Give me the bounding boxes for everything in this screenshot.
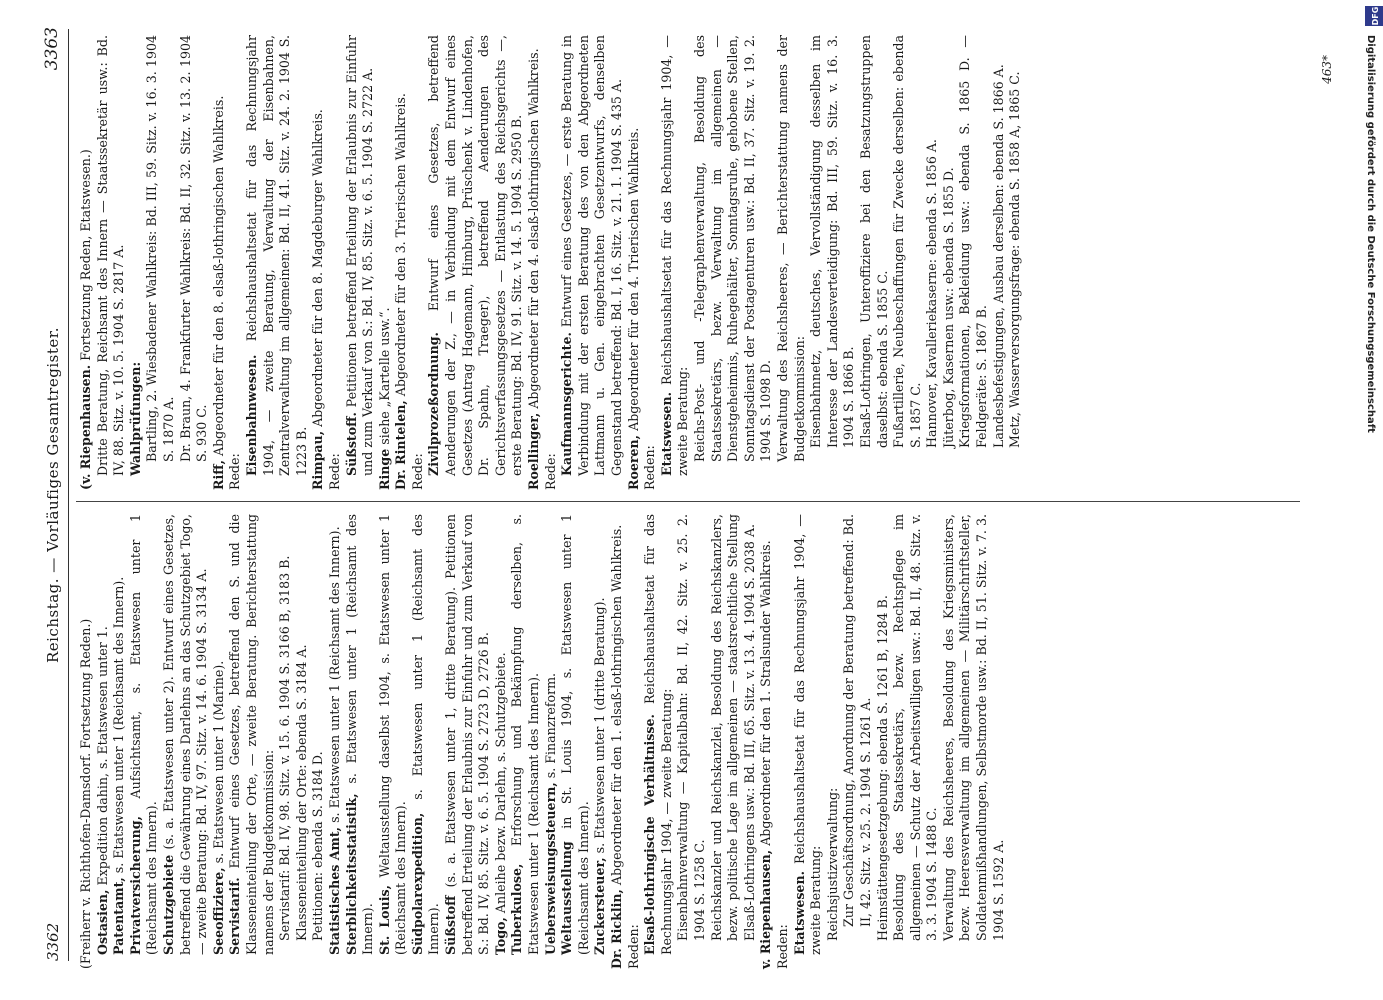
entry-text: Elsaß-Lothringen, Unteroffiziere bei den Besatzungstruppen daselbst: ebenda S. 1855 C. — [857, 35, 890, 448]
index-entry — [792, 514, 825, 969]
entry-heading: Kaufmannsgerichte. — [559, 332, 575, 476]
funding-stamp: Digitalisierung gefördert durch die Deutsche Forschungsgemeinschaft — [1365, 35, 1376, 433]
entry-text: Abgeordneter für den 4. Trierischen Wahlkreis. — [625, 127, 641, 431]
entry-text: siehe „Kartelle usw.“. — [376, 307, 392, 445]
index-entry — [377, 35, 394, 490]
index-entry — [78, 514, 95, 969]
entry-text: Abgeordneter für den 8. Magdeburger Wahlkreis. — [310, 109, 326, 427]
entry-heading: Süßstoff. — [343, 412, 359, 476]
page-number-left: 3362 — [44, 922, 62, 961]
entry-heading: Statistisches Amt, — [326, 826, 342, 955]
entry-heading: Roeren, — [625, 434, 641, 490]
entry-heading: Togo, — [492, 917, 508, 955]
entry-text: Fortsetzung Reden, Etatswesen.) — [78, 149, 93, 361]
index-entry — [310, 35, 327, 490]
entry-text: Eisenbahnnetz, deutsches, Vervollständigung desselben im Interesse der Landesverteidigung: Bd. III, 59. Sitz. v. 16. 3. 1904 S. 1866 B. — [808, 35, 857, 448]
index-entry — [1007, 35, 1024, 490]
index-entry — [178, 35, 211, 490]
index-entry — [957, 35, 990, 490]
index-entry — [991, 35, 1008, 490]
entry-heading: (v. Riepenhausen. — [78, 364, 93, 490]
header-rule — [68, 29, 69, 961]
index-entry — [95, 514, 112, 969]
entry-text: Hannover, Kavalleriekaserne: ebenda S. 1856 A. — [924, 139, 940, 448]
index-entry — [675, 514, 708, 969]
entry-heading: Roellinger, — [526, 412, 542, 490]
index-entry — [227, 35, 244, 490]
entry-text: Bartling, 2. Wiesbadener Wahlkreis: Bd. III, 59. Sitz. v. 16. 3. 1904 S. 1870 A. — [144, 35, 176, 462]
index-entry — [642, 514, 675, 969]
entry-heading: Rimpau, — [310, 430, 326, 490]
entry-heading: Eisenbahnwesen. — [243, 354, 259, 476]
entry-text: Reichshaushaltsetat für das Rechnungsjahr 1904, — zweite Beratung: — [658, 35, 691, 476]
page-number-right: 3363 — [42, 27, 62, 71]
index-entry — [393, 35, 410, 490]
index-entry — [891, 514, 941, 969]
entry-heading: Sterblichkeitsstatistik, — [343, 793, 359, 955]
index-entry — [294, 514, 311, 969]
entry-text: Reden: — [625, 924, 641, 969]
index-entry — [941, 514, 1007, 969]
entry-text: Rede: — [409, 453, 425, 490]
index-entry — [543, 514, 560, 969]
index-entry — [758, 514, 775, 969]
entry-text: Rede: — [227, 453, 243, 490]
entry-text: Reden: — [642, 445, 658, 490]
index-entry — [344, 35, 377, 490]
entry-text: in St. Louis 1904, s. Etatswesen unter 1 (Reichsamt des Innern). — [559, 514, 591, 955]
index-entry — [626, 514, 643, 969]
entry-text: s. Etatswesen unter 1 (Reichsamt des Innern). — [343, 514, 376, 955]
entry-heading: Riff, — [210, 460, 226, 490]
index-entry — [543, 35, 560, 490]
entry-heading: Dr. Ricklin, — [609, 889, 624, 969]
index-entry — [327, 35, 344, 490]
index-entry — [128, 514, 161, 969]
entry-text: s. Etatswesen unter 1 (Reichsamt des Innern). — [409, 514, 442, 955]
index-entry — [858, 35, 891, 490]
entry-text: (s. a. Etatswesen unter 2). Entwurf eines Gesetzes, betreffend die Gewährung eines Darlehns an das Schutzgebiet Togo, — zweite Beratung: Bd. IV, 97. Sitz. v. 14. 6. 1904 S. 3134 A. — [160, 514, 210, 955]
index-entry — [426, 35, 526, 490]
index-entry — [825, 514, 842, 969]
signature-mark: 463* — [1320, 55, 1334, 84]
entry-heading: Patentamt, — [111, 877, 127, 955]
entry-text: Petitionen: ebenda S. 3184 D. — [310, 751, 326, 941]
index-entry — [609, 514, 626, 969]
entry-text: Entwurf eines Gesetzes, betreffend den S. und die Klasseneinteilung der Orte, — zweite Beratung. Berichterstattung namens der Budgetkommission: — [227, 514, 276, 955]
entry-heading: Weltausstellung — [559, 841, 575, 955]
entry-text: Aufsichtsamt, s. Etatswesen unter 1 (Reichsamt des Innern). — [127, 514, 160, 955]
index-entry — [775, 35, 808, 490]
index-entry — [509, 514, 542, 969]
entry-text: Abgeordneter für den 3. Trierischen Wahlkreis. — [393, 93, 409, 397]
entry-heading: Süßstoff — [443, 895, 459, 955]
entry-text: s. Finanzreform. — [542, 672, 558, 779]
entry-heading: Zivilprozeßordnung. — [426, 332, 442, 476]
dfg-logo-text: DFG — [1370, 6, 1380, 26]
entry-text: Eisenbahnverwaltung — Kapitalbahn: Bd. II, 42. Sitz. v. 25. 2. 1904 S. 1258 C. — [675, 514, 707, 941]
right-column — [78, 35, 1310, 490]
index-entry — [626, 35, 643, 490]
index-entry — [377, 514, 410, 969]
entry-text: Klasseneinteilung der Orte: ebenda S. 3184 A. — [293, 644, 309, 941]
entry-heading: Servistarif. — [227, 877, 243, 955]
entry-text: Entwurf eines Gesetzes, betreffend Aenderungen der Z., — in Verbindung mit dem Entwurf eines Gesetzes (Antrag Hagemann, Himburg, Prüschenk v. Lindenhofen, Dr. Spahn, Traeger), betreffend Aenderungen des Gerichtsverfassungsgesetzes — Entlastung des Reichsgerichts —, erste Beratung: Bd. IV, 91. Sitz. v. 14. 5. 1904 S. 2950 B. — [426, 35, 525, 476]
index-entry — [443, 514, 493, 969]
entry-text: Abgeordneter für den 4. elsaß-lothringischen Wahlkreis. — [526, 48, 542, 409]
index-entry — [111, 514, 128, 969]
index-entry — [808, 35, 858, 490]
index-entry — [841, 514, 874, 969]
entry-heading: Dr. Rintelen, — [393, 400, 409, 490]
entry-text: Verwaltung des Reichsheeres, Besoldung des Kriegsministers, bezw. Heeresverwaltung im allgemeinen — Militärschriftsteller, Soldatenmißhandlungen, Selbstmorde usw.: Bd. II, 51. Sitz. v. 7. 3. 1904 S. 1592 A. — [940, 514, 1006, 941]
entry-text: Reichskanzler und Reichskanzlei, Besoldung des Reichskanzlers, bezw. politische Lage im allgemeinen — staatsrechtliche Stellung Elsaß-Lothringens usw.: Bd. III, 65. Sitz. v. 13. 4. 1904 S. 2038 A. — [708, 514, 757, 941]
entry-heading: Zuckersteuer, — [592, 857, 608, 955]
entry-text: Reichshaushaltsetat für das Rechnungsjahr 1904, — zweite Beratung, Verwaltung der Eisenbahnen, Zentralverwaltung im allgemeinen: Bd. II, 41. Sitz. v. 24. 2. 1904 S. 1223 B. — [243, 35, 309, 476]
entry-heading: St. Louis, — [376, 885, 392, 955]
index-entry — [410, 35, 427, 490]
index-entry — [891, 35, 924, 490]
index-entry — [526, 35, 543, 490]
index-entry — [95, 35, 128, 490]
entry-heading: Tuberkulose, — [509, 863, 525, 955]
dfg-logo-icon — [1365, 6, 1383, 26]
entry-text: Kriegsformationen, Bekleidung usw.: ebenda S. 1865 D. — Feldgeräte: S. 1867 B. — [957, 35, 990, 448]
entry-heading: Seeoffiziere, — [210, 867, 226, 955]
entry-heading: Etatswesen. — [791, 871, 807, 955]
index-entry — [692, 35, 775, 490]
index-entry — [559, 514, 592, 969]
entry-text: Petitionen betreffend Erteilung der Erlaubnis zur Einfuhr und zum Verkauf von S.: Bd. IV, 85. Sitz. v. 6. 5. 1904 S. 2722 A. — [343, 34, 376, 476]
entry-heading: Wahlprüfungen: — [127, 361, 143, 476]
entry-heading: Südpolarexpedition, — [409, 812, 425, 955]
entry-text: Heimstättengesetzgebung: ebenda S. 1261 B, 1284 B. — [874, 595, 890, 941]
index-entry — [227, 514, 277, 969]
entry-text: Reichshaushaltsetat für das Rechnungsjahr 1904, — zweite Beratung: — [642, 514, 674, 955]
page-header — [40, 15, 66, 975]
index-entry — [659, 35, 692, 490]
entry-text: Reichsjustizverwaltung: — [824, 787, 840, 941]
entry-text: Metz, Wasserversorgungsfrage: ebenda S. 1858 A, 1865 C. — [1007, 71, 1023, 448]
entry-text: s. Etatswesen unter 1 (Reichsamt des Innern). — [326, 526, 342, 823]
entry-text: Jüterbog, Kasernen usw.: ebenda S. 1855 D. — [940, 167, 956, 448]
entry-text: Dritte Beratung, Reichsamt des Innern — Staatssekretär usw.: Bd. IV, 88. Sitz. v. 10. 5. 1904 S. 2817 A. — [94, 35, 127, 476]
entry-text: (Freiherr v. Richthofen-Damsdorf. Fortsetzung Reden.) — [78, 618, 93, 969]
entry-text: Fußartillerie, Neubeschaffungen für Zwecke derselben: ebenda S. 1857 C. — [891, 35, 923, 448]
index-entry — [310, 514, 327, 969]
entry-heading: Ostasien, — [94, 889, 110, 955]
entry-text: Reden: — [774, 924, 790, 969]
entry-heading: v. Riepenhausen, — [758, 849, 774, 969]
entry-text: Entwurf eines Gesetzes, — erste Beratung in Verbindung mit der ersten Beratung des von den Abgeordneten Lattmann u. Gen. eingebrachten Gesetzentwurfs, denselben Gegenstand betreffend: Bd. I, 16. Sitz. v. 21. 1. 1904 S. 435 A. — [559, 35, 624, 476]
entry-text: Anleihe bezw. Darlehn, s. Schutzgebiete. — [492, 652, 508, 914]
entry-heading: Uebersweisungssteuern, — [542, 782, 558, 955]
index-entry — [211, 514, 228, 969]
index-entry — [327, 514, 344, 969]
entry-text: Expedition dahin, s. Etatswesen unter 1. — [94, 626, 110, 886]
index-entry — [410, 514, 443, 969]
entry-heading: Elsaß-lothringische Verhältnisse. — [642, 714, 658, 955]
index-entry — [128, 35, 145, 490]
entry-text: Weltausstellung daselbst 1904, s. Etatswesen unter 1 (Reichsamt des Innern). — [376, 514, 409, 955]
entry-text: Rede: — [542, 453, 558, 490]
left-column — [78, 514, 1310, 969]
entry-text: (s. a. Etatswesen unter 1, dritte Beratung). Petitionen betreffend Erteilung der Erlaubnis zur Einfuhr und zum Verkauf von S.: Bd. IV, 85. Sitz. v. 6. 5. 1904 S. 2723 D, 2726 B. — [443, 514, 492, 955]
entry-text: Servistarif: Bd. IV, 98. Sitz. v. 15. 6. 1904 S. 3166 B, 3183 B. — [277, 555, 293, 941]
index-entry — [559, 35, 625, 490]
register-page — [40, 15, 1340, 975]
entry-heading: Ringe — [376, 448, 392, 490]
index-entry — [161, 514, 211, 969]
entry-text: Reichs-Post- und -Telegraphenverwaltung, Besoldung des Staatssekretärs, bezw. Verwaltung im allgemeinen — Dienstgeheimnis, Ruhegehälter, Sonntagsruhe, gehobene Stellen, Sonntagsdienst der Postagenturen usw.: Bd. II, 37. Sitz. v. 19. 2. 1904 S. 1098 D. — [691, 35, 774, 462]
entry-text: Zur Geschäftsordnung, Anordnung der Beratung betreffend: Bd. II, 42. Sitz. v. 25. 2. 1904 S. 1261 A. — [841, 514, 873, 927]
entry-text: Besoldung des Staatssekretärs, bezw. Rechtspflege im allgemeinen — Schutz der Arbeitswilligen usw.: Bd. II, 48. Sitz. v. 3. 3. 1904 S. 1488 C. — [891, 514, 940, 941]
entry-text: Rede: — [326, 453, 342, 490]
entry-text: Verwaltung des Reichsheeres, — Berichterstattung namens der Budgetkommission: — [774, 35, 807, 462]
index-entry — [592, 514, 609, 969]
index-entry — [277, 514, 294, 969]
entry-text: Erforschung und Bekämpfung derselben, s. Etatswesen unter 1 (Reichsamt des Innern). — [509, 514, 542, 955]
index-entry — [344, 514, 377, 969]
entry-text: Reichshaushaltsetat für das Rechnungsjahr 1904, — zweite Beratung: — [791, 514, 824, 955]
entry-heading: Etatswesen. — [658, 392, 674, 476]
index-entry — [875, 514, 892, 969]
entry-text: Abgeordneter für den 8. elsaß-lothringischen Wahlkreis. — [210, 95, 226, 456]
entry-text: Abgeordneter für den 1. elsaß-lothringischen Wahlkreis. — [609, 524, 624, 886]
index-entry — [924, 35, 941, 490]
column-divider — [76, 501, 1300, 502]
running-title: Reichstag. — Vorläufiges Gesamtregister. — [44, 326, 62, 664]
index-entry — [642, 35, 659, 490]
index-entry — [941, 35, 958, 490]
entry-text: Landesbefestigungen, Ausbau derselben: ebenda S. 1866 A. — [990, 64, 1006, 448]
entry-text: s. Etatswesen unter 1 (dritte Beratung). — [592, 597, 608, 854]
entry-text: s. Etatswesen unter 1 (Reichsamt des Innern). — [111, 576, 127, 874]
index-entry — [709, 514, 759, 969]
entry-text: Dr. Braun, 4. Frankfurter Wahlkreis: Bd. II, 32. Sitz. v. 13. 2. 1904 S. 930 C. — [177, 35, 210, 462]
index-entry — [244, 35, 310, 490]
index-entry — [144, 35, 177, 490]
entry-heading: Privatversicherung, — [127, 816, 143, 955]
entry-text: s. Etatswesen unter 1 (Marine). — [210, 660, 226, 864]
index-entry — [211, 35, 228, 490]
index-entry — [775, 514, 792, 969]
index-entry — [493, 514, 510, 969]
entry-text: Abgeordneter für den 1. Stralsunder Wahlkreis. — [758, 540, 774, 846]
entry-heading: Schutzgebiete — [160, 854, 176, 955]
index-entry — [78, 35, 95, 490]
